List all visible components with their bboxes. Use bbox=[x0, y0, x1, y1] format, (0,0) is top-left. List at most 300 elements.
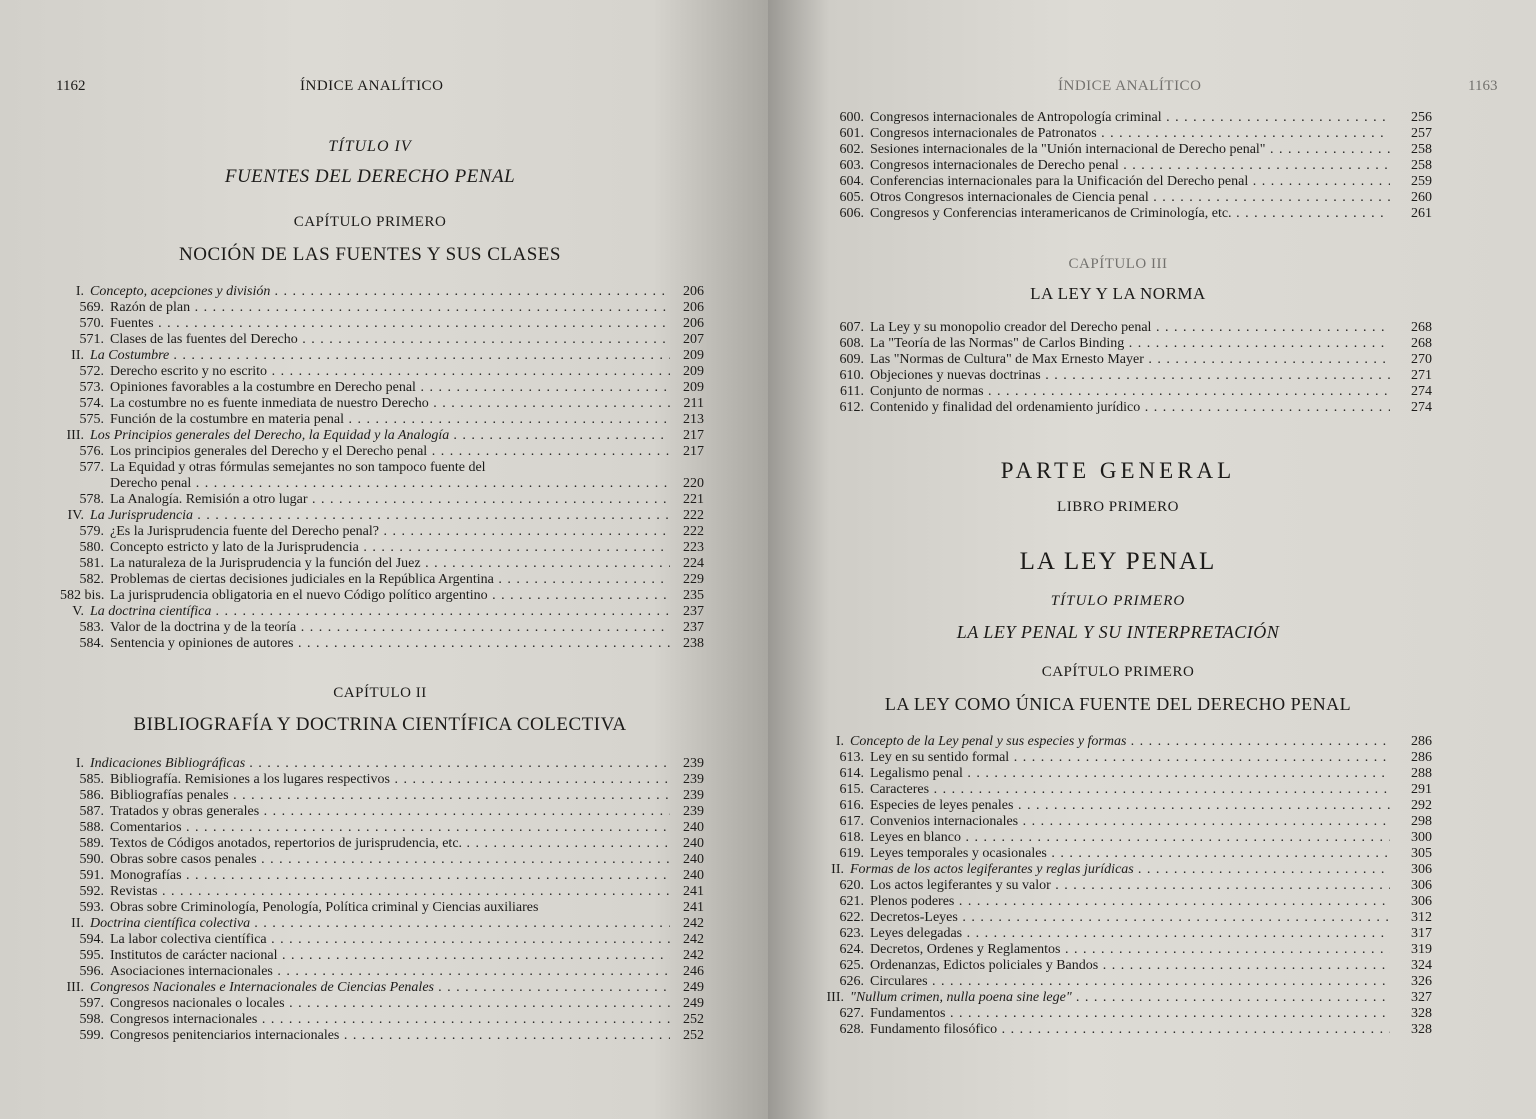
toc-entry-title: Formas de los actos legiferantes y reglas jurídicas . . . bbox=[850, 862, 1390, 878]
book-label: LIBRO PRIMERO bbox=[1057, 499, 1179, 515]
toc-entry bbox=[60, 620, 720, 636]
toc-entry-number: 583. bbox=[79, 620, 104, 635]
toc-entry-page: 327 bbox=[1411, 990, 1432, 1005]
toc-entry-title: La Analogía. Remisión a otro lugar . . . bbox=[110, 492, 670, 508]
toc-entry-page: 239 bbox=[683, 756, 704, 771]
toc-entry-page: 261 bbox=[1411, 206, 1432, 221]
toc-entry bbox=[60, 508, 720, 524]
toc-entry-title: Convenios internacionales . . . bbox=[870, 814, 1390, 830]
toc-entry-page: 239 bbox=[683, 772, 704, 787]
toc-entry-title: ¿Es la Jurisprudencia fuente del Derecho penal? . . . bbox=[110, 524, 670, 540]
toc-entry bbox=[60, 900, 720, 916]
toc-entry-page: 317 bbox=[1411, 926, 1432, 941]
toc-entry-title: Los principios generales del Derecho y el Derecho penal . . . bbox=[110, 444, 670, 460]
toc-entry bbox=[60, 820, 720, 836]
toc-entry-title: Bibliografías penales . . . bbox=[110, 788, 670, 804]
toc-entry-page: 237 bbox=[683, 604, 704, 619]
toc-entry bbox=[808, 926, 1438, 942]
toc-entry-page: 328 bbox=[1411, 1022, 1432, 1037]
toc-entry-title: "Nullum crimen, nulla poena sine lege" . . . bbox=[850, 990, 1390, 1006]
toc-entry bbox=[60, 428, 720, 444]
toc-entry-title: Fundamentos . . . bbox=[870, 1006, 1390, 1022]
toc-entry-title: Asociaciones internacionales . . . bbox=[110, 964, 670, 980]
toc-entry-number: 603. bbox=[839, 158, 864, 173]
toc-entry bbox=[60, 1028, 720, 1044]
toc-entry-title: Ley en su sentido formal . . . bbox=[870, 750, 1390, 766]
toc-entry-number: 589. bbox=[79, 836, 104, 851]
toc-entry-page: 286 bbox=[1411, 750, 1432, 765]
toc-entry bbox=[60, 332, 720, 348]
toc-entry-number: 570. bbox=[79, 316, 104, 331]
toc-entry-number: 584. bbox=[79, 636, 104, 651]
toc-entry-number: 627. bbox=[839, 1006, 864, 1021]
toc-entry-title: Textos de Códigos anotados, repertorios de jurisprudencia, etc. . . . bbox=[110, 836, 670, 852]
toc-entry-title: Otros Congresos internacionales de Ciencia penal . . . bbox=[870, 190, 1390, 206]
toc-entry bbox=[828, 174, 1438, 190]
toc-entry bbox=[828, 110, 1438, 126]
toc-entry-page: 305 bbox=[1411, 846, 1432, 861]
toc-entry bbox=[808, 814, 1438, 830]
toc-entry-page: 268 bbox=[1411, 336, 1432, 351]
toc-entry bbox=[828, 206, 1438, 222]
toc-entry-page: 235 bbox=[683, 588, 704, 603]
toc-entry-page: 239 bbox=[683, 804, 704, 819]
toc-entry-title: Indicaciones Bibliográficas . . . bbox=[90, 756, 670, 772]
toc-entry-page: 206 bbox=[683, 284, 704, 299]
toc-entry-number: 612. bbox=[839, 400, 864, 415]
toc-list-congresses bbox=[828, 110, 1438, 222]
toc-entry bbox=[808, 830, 1438, 846]
toc-entry-number: 579. bbox=[79, 524, 104, 539]
toc-entry bbox=[808, 974, 1438, 990]
toc-entry-page: 242 bbox=[683, 916, 704, 931]
toc-entry-title: Los actos legiferantes y su valor . . . bbox=[870, 878, 1390, 894]
toc-entry-title: Concepto estricto y lato de la Jurisprudencia . . . bbox=[110, 540, 670, 556]
chapter-title: LA LEY COMO ÚNICA FUENTE DEL DERECHO PENAL bbox=[884, 694, 1352, 714]
toc-entry bbox=[828, 400, 1438, 416]
toc-entry-page: 209 bbox=[683, 380, 704, 395]
toc-entry-page: 270 bbox=[1411, 352, 1432, 367]
toc-entry bbox=[808, 734, 1438, 750]
right-page bbox=[768, 0, 1536, 1119]
toc-entry-page: 207 bbox=[683, 332, 704, 347]
toc-entry bbox=[808, 990, 1438, 1006]
toc-entry-number: 587. bbox=[79, 804, 104, 819]
toc-entry-number: 617. bbox=[839, 814, 864, 829]
toc-entry-number: IV. bbox=[67, 508, 84, 523]
toc-entry bbox=[60, 604, 720, 620]
toc-entry bbox=[828, 190, 1438, 206]
toc-entry-title: La Equidad y otras fórmulas semejantes no son tampoco fuente del bbox=[110, 460, 486, 475]
toc-entry-page: 206 bbox=[683, 300, 704, 315]
toc-entry-page: 286 bbox=[1411, 734, 1432, 749]
toc-entry bbox=[808, 862, 1438, 878]
toc-entry-number: 623. bbox=[839, 926, 864, 941]
toc-entry-title: Congresos y Conferencias interamericanos de Criminología, etc. . . . bbox=[870, 206, 1390, 222]
toc-entry bbox=[60, 804, 720, 820]
toc-entry-page: 328 bbox=[1411, 1006, 1432, 1021]
toc-entry-page: 242 bbox=[683, 948, 704, 963]
toc-entry-title: Sesiones internacionales de la "Unión internacional de Derecho penal" . . . bbox=[870, 142, 1390, 158]
toc-entry bbox=[828, 368, 1438, 384]
toc-entry-title: Objeciones y nuevas doctrinas . . . bbox=[870, 368, 1390, 384]
toc-entry-number: 610. bbox=[839, 368, 864, 383]
toc-entry bbox=[808, 1006, 1438, 1022]
toc-entry-number: 569. bbox=[79, 300, 104, 315]
toc-entry-number: 622. bbox=[839, 910, 864, 925]
toc-list-chapter-2 bbox=[60, 756, 720, 1044]
toc-entry-title: Monografías . . . bbox=[110, 868, 670, 884]
toc-entry bbox=[828, 320, 1438, 336]
toc-entry-number: 597. bbox=[79, 996, 104, 1011]
toc-entry-title: Congresos internacionales de Antropología criminal . . . bbox=[870, 110, 1390, 126]
toc-entry-page: 324 bbox=[1411, 958, 1432, 973]
chapter-label: CAPÍTULO PRIMERO bbox=[1041, 664, 1195, 680]
toc-entry-page: 246 bbox=[683, 964, 704, 979]
toc-entry bbox=[828, 158, 1438, 174]
toc-entry-page: 288 bbox=[1411, 766, 1432, 781]
toc-entry-title: Legalismo penal . . . bbox=[870, 766, 1390, 782]
toc-entry-number: 592. bbox=[79, 884, 104, 899]
toc-entry-number: 601. bbox=[839, 126, 864, 141]
toc-entry bbox=[60, 396, 720, 412]
toc-entry-number: 576. bbox=[79, 444, 104, 459]
toc-entry-page: 271 bbox=[1411, 368, 1432, 383]
toc-entry bbox=[60, 364, 720, 380]
toc-entry bbox=[60, 300, 720, 316]
toc-entry-title: Especies de leyes penales . . . bbox=[870, 798, 1390, 814]
toc-entry-number: 581. bbox=[79, 556, 104, 571]
toc-entry bbox=[808, 878, 1438, 894]
toc-entry-number: 615. bbox=[839, 782, 864, 797]
toc-entry-page: 217 bbox=[683, 428, 704, 443]
toc-entry-number: 588. bbox=[79, 820, 104, 835]
toc-entry-title: Institutos de carácter nacional . . . bbox=[110, 948, 670, 964]
toc-entry-page: 252 bbox=[683, 1028, 704, 1043]
toc-entry-page: 240 bbox=[683, 868, 704, 883]
toc-entry-title: Bibliografía. Remisiones a los lugares respectivos . . . bbox=[110, 772, 670, 788]
toc-entry-number: 599. bbox=[79, 1028, 104, 1043]
toc-entry-page: 213 bbox=[683, 412, 704, 427]
toc-entry-page: 252 bbox=[683, 1012, 704, 1027]
toc-entry-page: 240 bbox=[683, 852, 704, 867]
toc-entry-page: 240 bbox=[683, 820, 704, 835]
toc-entry bbox=[828, 384, 1438, 400]
toc-entry bbox=[60, 348, 720, 364]
toc-list-chapter-1 bbox=[60, 284, 720, 652]
toc-entry bbox=[60, 412, 720, 428]
toc-entry-title: Valor de la doctrina y de la teoría . . . bbox=[110, 620, 670, 636]
toc-entry-title: Decretos-Leyes . . . bbox=[870, 910, 1390, 926]
toc-entry-title: La costumbre no es fuente inmediata de nuestro Derecho . . . bbox=[110, 396, 670, 412]
toc-entry-number: 618. bbox=[839, 830, 864, 845]
toc-entry-title: Problemas de ciertas decisiones judiciales en la República Argentina . . . bbox=[110, 572, 670, 588]
toc-entry-page: 238 bbox=[683, 636, 704, 651]
toc-entry-title: Leyes temporales y ocasionales . . . bbox=[870, 846, 1390, 862]
toc-entry bbox=[60, 636, 720, 652]
toc-entry-title: Obras sobre casos penales . . . bbox=[110, 852, 670, 868]
toc-entry-number: 625. bbox=[839, 958, 864, 973]
toc-entry-title: Función de la costumbre en materia penal . . . bbox=[110, 412, 670, 428]
toc-entry-number: I. bbox=[75, 756, 84, 771]
toc-entry-page: 300 bbox=[1411, 830, 1432, 845]
toc-entry-number: 605. bbox=[839, 190, 864, 205]
toc-entry bbox=[60, 444, 720, 460]
toc-entry bbox=[60, 556, 720, 572]
running-head: ÍNDICE ANALÍTICO bbox=[1058, 78, 1202, 94]
toc-entry-title: Obras sobre Criminología, Penología, Política criminal y Ciencias auxiliares bbox=[110, 900, 539, 915]
toc-entry-title: Conferencias internacionales para la Unificación del Derecho penal . . . bbox=[870, 174, 1390, 190]
toc-entry-title: Leyes en blanco . . . bbox=[870, 830, 1390, 846]
toc-entry-number: 571. bbox=[79, 332, 104, 347]
toc-entry-number: I. bbox=[835, 734, 844, 749]
toc-entry-number: 595. bbox=[79, 948, 104, 963]
toc-entry-number: 593. bbox=[79, 900, 104, 915]
page-number: 1162 bbox=[56, 78, 86, 94]
toc-entry-number: 578. bbox=[79, 492, 104, 507]
toc-entry-title: La jurisprudencia obligatoria en el nuevo Código político argentino . . . bbox=[110, 588, 670, 604]
toc-entry-page: 206 bbox=[683, 316, 704, 331]
toc-entry-page: 292 bbox=[1411, 798, 1432, 813]
toc-entry-title: Congresos penitenciarios internacionales . . . bbox=[110, 1028, 670, 1044]
toc-entry-number: 602. bbox=[839, 142, 864, 157]
toc-entry-title: Derecho penal . . . bbox=[110, 476, 670, 492]
toc-entry-page: 257 bbox=[1411, 126, 1432, 141]
toc-entry-title: Congresos internacionales de Derecho penal . . . bbox=[870, 158, 1390, 174]
toc-entry-title: Doctrina científica colectiva . . . bbox=[90, 916, 670, 932]
toc-entry-page: 298 bbox=[1411, 814, 1432, 829]
toc-entry-page: 258 bbox=[1411, 158, 1432, 173]
toc-entry bbox=[60, 380, 720, 396]
toc-entry bbox=[60, 316, 720, 332]
toc-entry-number: 580. bbox=[79, 540, 104, 555]
toc-entry-number: 582. bbox=[79, 572, 104, 587]
toc-entry bbox=[808, 894, 1438, 910]
chapter-title: LA LEY Y LA NORMA bbox=[1030, 284, 1206, 303]
toc-entry bbox=[808, 798, 1438, 814]
toc-entry bbox=[60, 460, 720, 476]
toc-entry-title: Los Principios generales del Derecho, la Equidad y la Analogía . . . bbox=[90, 428, 670, 444]
toc-entry bbox=[828, 352, 1438, 368]
toc-entry-title: La naturaleza de la Jurisprudencia y la función del Juez . . . bbox=[110, 556, 670, 572]
toc-entry-title: La Ley y su monopolio creador del Derecho penal . . . bbox=[870, 320, 1390, 336]
toc-entry-number: 582 bis. bbox=[60, 588, 105, 603]
page-number: 1163 bbox=[1468, 78, 1498, 94]
toc-entry-number: 619. bbox=[839, 846, 864, 861]
titulo-label: TÍTULO PRIMERO bbox=[1050, 593, 1186, 609]
toc-entry-title: Conjunto de normas . . . bbox=[870, 384, 1390, 400]
toc-entry bbox=[60, 1012, 720, 1028]
toc-entry-number: 620. bbox=[839, 878, 864, 893]
toc-entry-number: 624. bbox=[839, 942, 864, 957]
toc-entry-number: 591. bbox=[79, 868, 104, 883]
toc-entry-page: 260 bbox=[1411, 190, 1432, 205]
toc-entry-title: Clases de las fuentes del Derecho . . . bbox=[110, 332, 670, 348]
toc-entry bbox=[828, 142, 1438, 158]
toc-entry-title: Contenido y finalidad del ordenamiento jurídico . . . bbox=[870, 400, 1390, 416]
toc-entry-page: 268 bbox=[1411, 320, 1432, 335]
toc-entry bbox=[60, 948, 720, 964]
toc-entry-number: 613. bbox=[839, 750, 864, 765]
toc-entry bbox=[60, 980, 720, 996]
toc-entry-page: 239 bbox=[683, 788, 704, 803]
toc-entry-page: 237 bbox=[683, 620, 704, 635]
toc-entry-page: 222 bbox=[683, 508, 704, 523]
toc-entry bbox=[808, 750, 1438, 766]
toc-entry-number: 611. bbox=[840, 384, 864, 399]
toc-entry-number: 621. bbox=[839, 894, 864, 909]
toc-entry-number: 573. bbox=[79, 380, 104, 395]
toc-entry-number: 585. bbox=[79, 772, 104, 787]
toc-entry-page: 291 bbox=[1411, 782, 1432, 797]
toc-entry-page: 306 bbox=[1411, 878, 1432, 893]
toc-entry bbox=[60, 868, 720, 884]
toc-entry-page: 223 bbox=[683, 540, 704, 555]
toc-entry bbox=[60, 932, 720, 948]
toc-entry-title: Concepto, acepciones y división . . . bbox=[90, 284, 670, 300]
toc-entry bbox=[60, 996, 720, 1012]
toc-entry bbox=[828, 126, 1438, 142]
toc-entry bbox=[60, 588, 720, 604]
toc-entry-number: 590. bbox=[79, 852, 104, 867]
toc-entry-title: Congresos internacionales . . . bbox=[110, 1012, 670, 1028]
toc-entry-page: 241 bbox=[683, 900, 704, 915]
toc-entry-page: 217 bbox=[683, 444, 704, 459]
toc-entry-page: 209 bbox=[683, 348, 704, 363]
toc-entry-number: II. bbox=[831, 862, 844, 877]
toc-entry-page: 319 bbox=[1411, 942, 1432, 957]
toc-entry-number: 614. bbox=[839, 766, 864, 781]
toc-entry bbox=[60, 884, 720, 900]
toc-entry-number: 572. bbox=[79, 364, 104, 379]
toc-entry-number: III. bbox=[66, 428, 84, 443]
running-head: ÍNDICE ANALÍTICO bbox=[300, 78, 444, 94]
toc-entry bbox=[828, 336, 1438, 352]
toc-entry-page: 274 bbox=[1411, 384, 1432, 399]
toc-entry-number: 598. bbox=[79, 1012, 104, 1027]
toc-entry-number: 586. bbox=[79, 788, 104, 803]
toc-entry-title: La Costumbre . . . bbox=[90, 348, 670, 364]
toc-entry bbox=[60, 852, 720, 868]
toc-entry-number: 577. bbox=[79, 460, 104, 475]
toc-entry-page: 326 bbox=[1411, 974, 1432, 989]
toc-entry-title: Fuentes . . . bbox=[110, 316, 670, 332]
toc-entry-number: II. bbox=[71, 348, 84, 363]
toc-entry-page: 222 bbox=[683, 524, 704, 539]
toc-entry-page: 224 bbox=[683, 556, 704, 571]
toc-entry-title: Leyes delegadas . . . bbox=[870, 926, 1390, 942]
toc-entry-title: Ordenanzas, Edictos policiales y Bandos . . . bbox=[870, 958, 1390, 974]
toc-entry-number: III. bbox=[826, 990, 844, 1005]
toc-entry-page: 249 bbox=[683, 996, 704, 1011]
toc-entry-page: 221 bbox=[683, 492, 704, 507]
toc-entry bbox=[60, 916, 720, 932]
toc-entry-title: Opiniones favorables a la costumbre en Derecho penal . . . bbox=[110, 380, 670, 396]
toc-entry-title: La "Teoría de las Normas" de Carlos Binding . . . bbox=[870, 336, 1390, 352]
toc-entry-title: Circulares . . . bbox=[870, 974, 1390, 990]
toc-entry-number: 626. bbox=[839, 974, 864, 989]
toc-entry-title: Congresos nacionales o locales . . . bbox=[110, 996, 670, 1012]
chapter-label: CAPÍTULO II bbox=[333, 685, 427, 701]
toc-entry-page: 209 bbox=[683, 364, 704, 379]
part-title: PARTE GENERAL bbox=[1000, 458, 1236, 483]
toc-entry-number: V. bbox=[72, 604, 84, 619]
titulo-label: TÍTULO IV bbox=[328, 138, 412, 155]
toc-entry-number: 616. bbox=[839, 798, 864, 813]
toc-entry-number: 609. bbox=[839, 352, 864, 367]
toc-entry-number: 575. bbox=[79, 412, 104, 427]
toc-entry-title: Las "Normas de Cultura" de Max Ernesto Mayer . . . bbox=[870, 352, 1390, 368]
toc-entry bbox=[60, 788, 720, 804]
toc-entry bbox=[60, 572, 720, 588]
toc-entry bbox=[60, 772, 720, 788]
toc-entry bbox=[808, 958, 1438, 974]
toc-entry bbox=[60, 284, 720, 300]
toc-entry-number: 608. bbox=[839, 336, 864, 351]
chapter-label: CAPÍTULO III bbox=[1068, 256, 1168, 272]
toc-entry bbox=[60, 476, 720, 492]
toc-entry-number: II. bbox=[71, 916, 84, 931]
toc-entry-number: 574. bbox=[79, 396, 104, 411]
toc-entry bbox=[60, 492, 720, 508]
toc-entry-page: 306 bbox=[1411, 862, 1432, 877]
toc-entry-number: III. bbox=[66, 980, 84, 995]
toc-entry-number: 594. bbox=[79, 932, 104, 947]
titulo-name: LA LEY PENAL Y SU INTERPRETACIÓN bbox=[956, 622, 1280, 642]
toc-entry bbox=[60, 524, 720, 540]
toc-entry-page: 211 bbox=[683, 396, 704, 411]
toc-entry bbox=[60, 540, 720, 556]
toc-entry-title: Congresos internacionales de Patronatos . . . bbox=[870, 126, 1390, 142]
toc-entry-page: 306 bbox=[1411, 894, 1432, 909]
toc-entry-number: 596. bbox=[79, 964, 104, 979]
toc-entry-page: 259 bbox=[1411, 174, 1432, 189]
toc-entry-number: 604. bbox=[839, 174, 864, 189]
toc-entry-page: 274 bbox=[1411, 400, 1432, 415]
titulo-name: FUENTES DEL DERECHO PENAL bbox=[224, 166, 516, 187]
toc-entry-title: La labor colectiva científica . . . bbox=[110, 932, 670, 948]
toc-entry-number: 600. bbox=[839, 110, 864, 125]
toc-entry bbox=[60, 836, 720, 852]
toc-entry-page: 256 bbox=[1411, 110, 1432, 125]
toc-entry-title: Concepto de la Ley penal y sus especies y formas . . . bbox=[850, 734, 1390, 750]
chapter-title: BIBLIOGRAFÍA Y DOCTRINA CIENTÍFICA COLECTIVA bbox=[133, 714, 627, 735]
toc-entry-page: 258 bbox=[1411, 142, 1432, 157]
toc-entry-title: Derecho escrito y no escrito . . . bbox=[110, 364, 670, 380]
toc-entry bbox=[60, 964, 720, 980]
book-title: LA LEY PENAL bbox=[1019, 548, 1217, 575]
toc-entry-page: 220 bbox=[683, 476, 704, 491]
toc-entry-title: Decretos, Ordenes y Reglamentos . . . bbox=[870, 942, 1390, 958]
toc-entry-page: 229 bbox=[683, 572, 704, 587]
toc-entry-title: Razón de plan . . . bbox=[110, 300, 670, 316]
toc-entry-title: Congresos Nacionales e Internacionales de Ciencias Penales . . . bbox=[90, 980, 670, 996]
toc-entry-title: La Jurisprudencia . . . bbox=[90, 508, 670, 524]
toc-entry bbox=[808, 1022, 1438, 1038]
toc-entry-title: Fundamento filosófico . . . bbox=[870, 1022, 1390, 1038]
toc-list-ley-penal bbox=[808, 734, 1438, 1038]
toc-entry bbox=[808, 782, 1438, 798]
toc-entry-title: Comentarios . . . bbox=[110, 820, 670, 836]
toc-entry-title: La doctrina científica . . . bbox=[90, 604, 670, 620]
toc-list-chapter-3 bbox=[828, 320, 1438, 416]
toc-entry-number: I. bbox=[75, 284, 84, 299]
toc-entry bbox=[808, 942, 1438, 958]
toc-entry-title: Tratados y obras generales . . . bbox=[110, 804, 670, 820]
toc-entry-title: Sentencia y opiniones de autores . . . bbox=[110, 636, 670, 652]
toc-entry-title: Plenos poderes . . . bbox=[870, 894, 1390, 910]
toc-entry-title: Caracteres . . . bbox=[870, 782, 1390, 798]
